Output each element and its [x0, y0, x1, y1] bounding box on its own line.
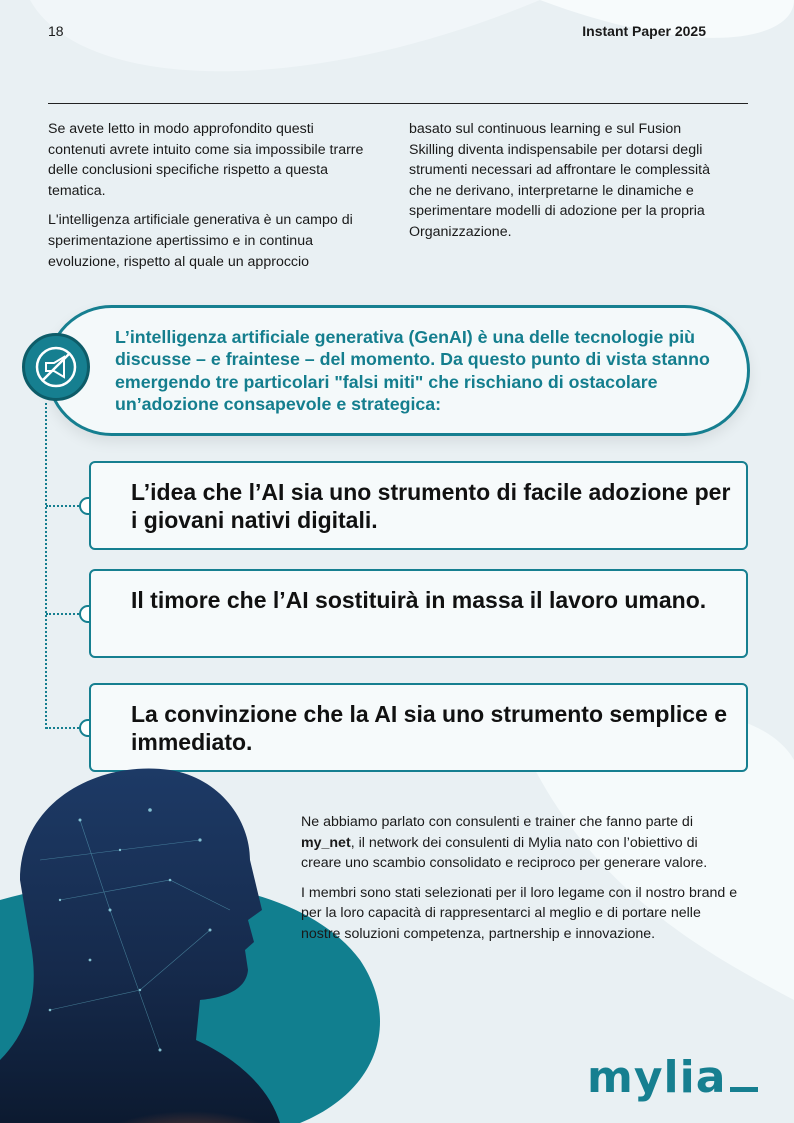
connector-branch [46, 613, 82, 615]
page-number: 18 [48, 23, 64, 39]
right-column [409, 119, 729, 252]
intro-text: L’intelligenza artificiale generativa (GenAI) è una delle tecnologie più discusse – e fraintese – del momento. Da questo punto di vista stanno emergendo tre particolari "falsi miti" che rischiano di ostacolare un’adozione consapevole e strategica: [115, 327, 710, 414]
connector-branch [46, 727, 82, 729]
mylia-logo: mylia [587, 1052, 758, 1103]
paragraph: Se avete letto in modo approfondito questi contenuti avrete intuito come sia impossibile trarre delle conclusioni specifiche rispetto a questa tematica. [48, 121, 364, 199]
network-name: my_net [301, 834, 351, 851]
document-title: Instant Paper 2025 [582, 23, 706, 39]
myth-card [89, 683, 748, 772]
ai-head-illustration [0, 760, 290, 1123]
connector-branch [46, 505, 82, 507]
myth-card [89, 569, 748, 658]
myth-card [89, 461, 748, 550]
paragraph: I membri sono stati selezionati per il loro legame con il nostro brand e per la loro capacità di rappresentarci al meglio e di portare nelle nostre soluzioni competenza, partnership e innovazione. [301, 884, 738, 942]
myth-text: L’idea che l’AI sia uno strumento di facile adozione per i giovani nativi digitali. [131, 479, 731, 533]
myth-text: La convinzione che la AI sia uno strumento semplice e immediato. [131, 701, 728, 755]
paragraph: Ne abbiamo parlato con consulenti e trainer che fanno parte di my_net, il network dei consulenti di Mylia nato con l’obiettivo di creare uno scambio consolidato e reciproco per generare valore. [301, 814, 708, 872]
myth-text: Il timore che l’AI sostituirà in massa il lavoro umano. [131, 587, 707, 613]
paragraph: basato sul continuous learning e sul Fusion Skilling diventa indispensabile per dotarsi degli strumenti necessari ad affrontare le complessità che ne derivano, interpretarne le dinamiche e sperimentare modelli di adozione per la propria Organizzazione. [409, 121, 710, 240]
paragraph: L'intelligenza artificiale generativa è un campo di sperimentazione apertissimo e in continua evoluzione, rispetto al quale un approccio [48, 212, 353, 270]
left-column [48, 119, 368, 281]
connector-line [45, 403, 47, 729]
outro-text [301, 812, 741, 954]
header-divider [48, 103, 748, 104]
no-megaphone-icon [22, 333, 90, 401]
